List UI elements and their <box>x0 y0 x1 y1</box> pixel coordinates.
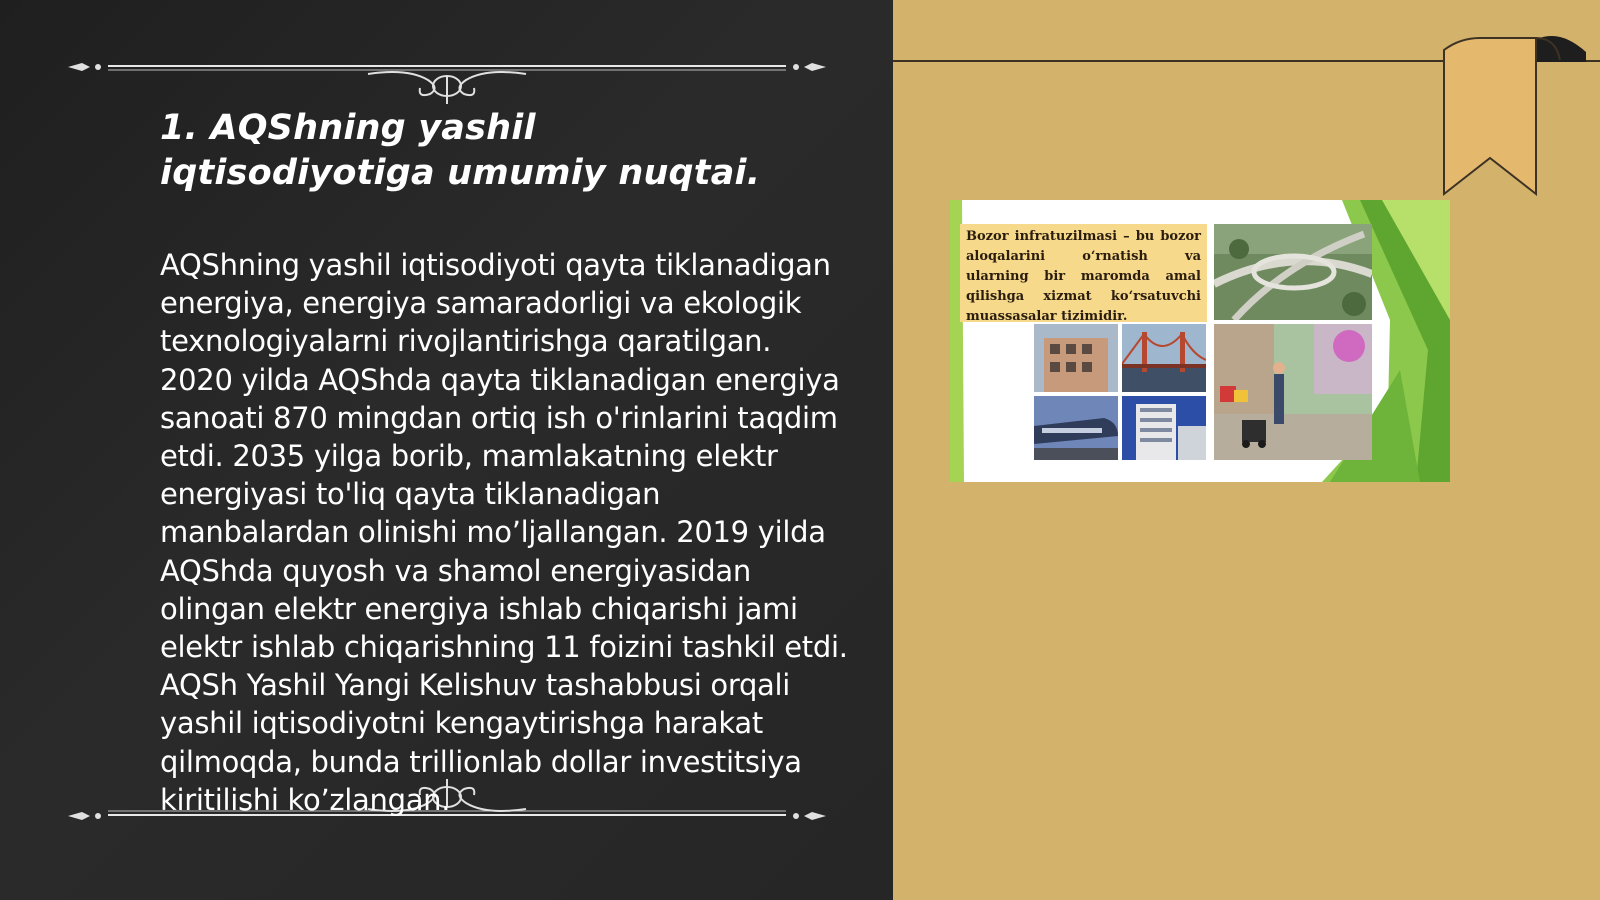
office-building-photo <box>1122 396 1206 460</box>
train-photo <box>1034 396 1118 460</box>
market-infrastructure-infographic <box>950 200 1450 482</box>
definition-caption: Bozor infratuzilmasi – bu bozor aloqalarini o‘rnatish va ularning bir maromda amal qilishga xizmat ko‘rsatuvchi muassasalar tizimidir. <box>966 229 1201 324</box>
top-ornament-divider <box>68 58 826 108</box>
slide-body-text: AQShning yashil iqtisodiyoti qayta tiklanadigan energiya, energiya samaradorligi va ekologik texnologiyalarni rivojlantirishga qaratilgan. 2020 yilda AQShda qayta tiklanadigan energiya sanoati 870 mingdan ortiq ish o'rinlarini taqdim etdi. 2035 yilga borib, mamlakatning elektr energiyasi to'liq qayta tiklanadigan manbalardan olinishi mo’ljallangan. 2019 yilda AQShda quyosh va shamol energiyasidan olingan elektr energiya ishlab chiqarishi jami elektr ishlab chiqarishning 11 foizini tashkil etdi. AQSh Yashil Yangi Kelishuv tashabbusi orqali yashil iqtisodiyotni kengaytirishga harakat qilmoqda, bunda trillionlab dollar investitsiya kiritilishi ko’zlangan. <box>160 248 848 817</box>
building-photo <box>1034 324 1118 392</box>
definition-caption-box <box>960 224 1207 322</box>
bookmark-ribbon-icon <box>1436 36 1586 200</box>
street-scene-photo <box>1214 324 1372 460</box>
bridge-photo <box>1122 324 1206 392</box>
highway-interchange-photo <box>1214 224 1372 320</box>
slide-title: 1. AQShning yashil iqtisodiyotiga umumiy nuqtai. <box>160 108 761 193</box>
